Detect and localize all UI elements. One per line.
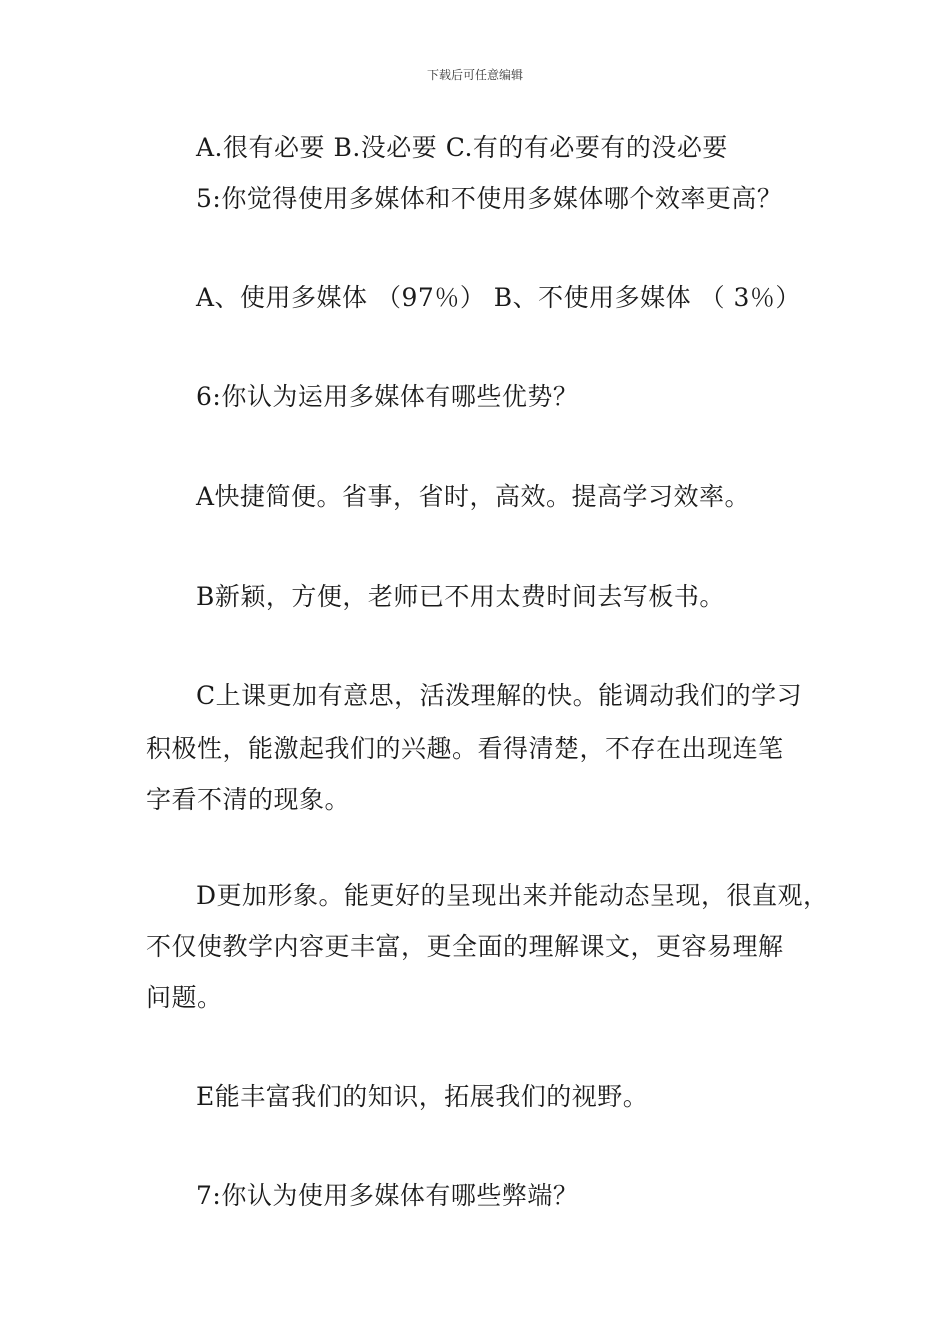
- question-5: 5:你觉得使用多媒体和不使用多媒体哪个效率更高？: [196, 184, 783, 213]
- answer-6b: B新颖，方便，老师已不用太费时间去写板书。: [196, 582, 725, 611]
- answer-6d-line1: D更加形象。能更好的呈现出来并能动态呈现，很直观，: [196, 881, 829, 910]
- question-7: 7:你认为使用多媒体有哪些弊端？: [196, 1181, 579, 1210]
- question-6: 6:你认为运用多媒体有哪些优势？: [196, 382, 579, 411]
- answer-6d-line2: 不仅使教学内容更丰富，更全面的理解课文，更容易理解: [146, 932, 784, 961]
- answer-6d-line3: 问题。: [146, 983, 223, 1012]
- answer-5: A、使用多媒体 （97％） B、不使用多媒体 （ 3％）: [196, 283, 801, 312]
- answer-6c-line3: 字看不清的现象。: [146, 785, 351, 814]
- page-header: 下载后可任意编辑: [426, 68, 523, 82]
- answer-6e: E能丰富我们的知识，拓展我们的视野。: [196, 1082, 649, 1111]
- answer-6a: A快捷简便。省事，省时，高效。提高学习效率。: [196, 482, 751, 511]
- answer-6c-line2: 积极性，能激起我们的兴趣。看得清楚，不存在出现连笔: [146, 734, 784, 763]
- answer-6c-line1: C上课更加有意思，活泼理解的快。能调动我们的学习: [196, 681, 803, 710]
- text-line-options: A.很有必要 B.没必要 C.有的有必要有的没必要: [196, 133, 728, 162]
